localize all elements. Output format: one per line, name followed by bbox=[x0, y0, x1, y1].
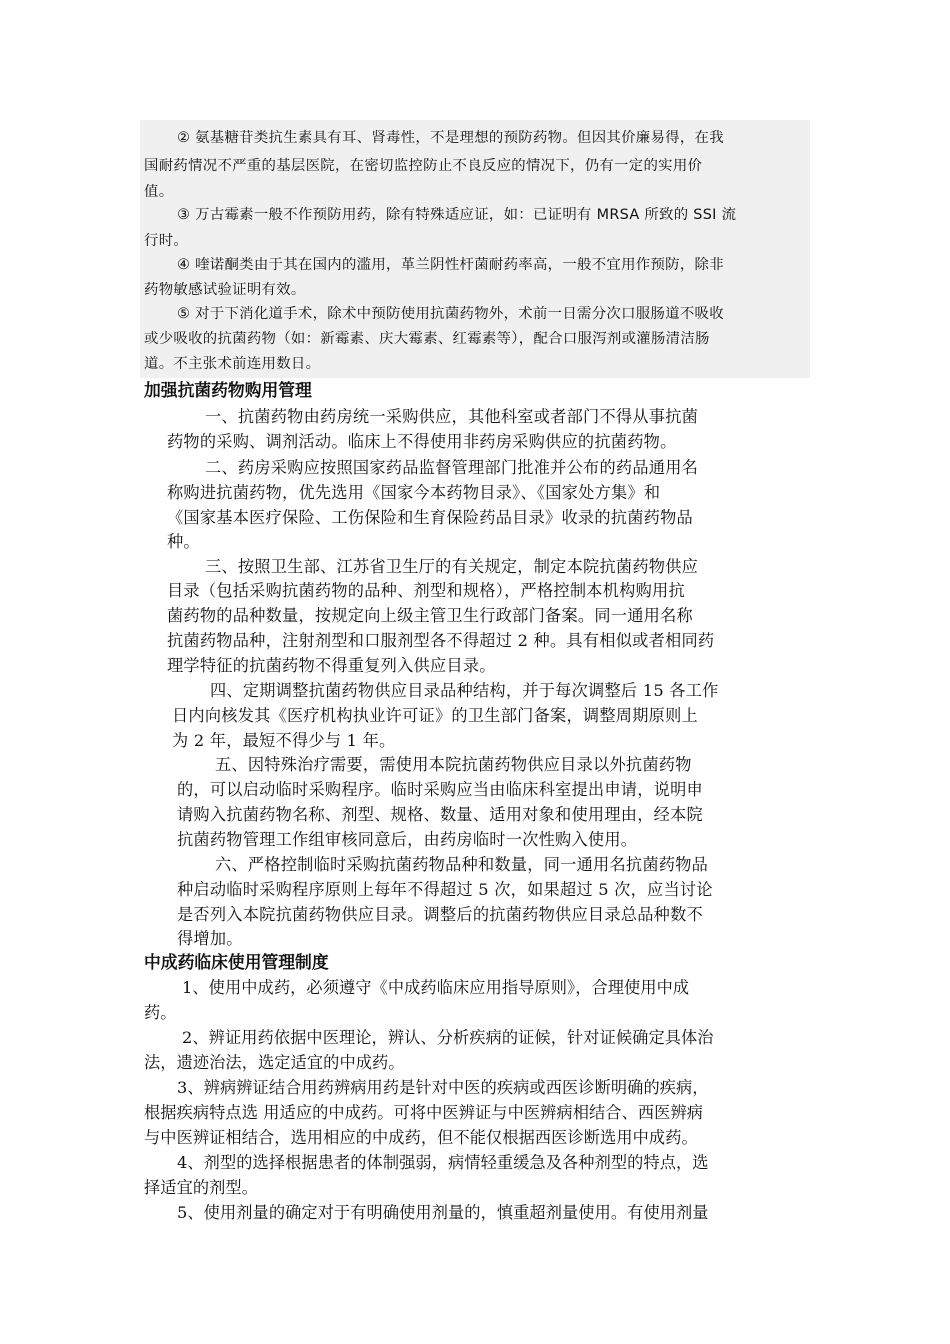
text-line: 的，可以启动临时采购程序。临时采购应当由临床科室提出申请，说明申 bbox=[177, 780, 703, 799]
text-line: 值。 bbox=[144, 184, 174, 200]
text-line: 日内向核发其《医疗机构执业许可证》的卫生部门备案，调整周期原则上 bbox=[172, 706, 698, 725]
text-line: 法，遗迹治法，选定适宜的中成药。 bbox=[144, 1053, 405, 1072]
text-line: 目录（包括采购抗菌药物的品种、剂型和规格），严格控制本机构购用抗 bbox=[167, 581, 685, 600]
text-line: 得增加。 bbox=[177, 929, 243, 948]
text-line: 2、辨证用药依据中医理论，辨认、分析疾病的证候，针对证候确定具体治 bbox=[182, 1028, 714, 1047]
text-line: 3、辨病辨证结合用药辨病用药是针对中医的疾病或西医诊断明确的疾病， bbox=[177, 1078, 709, 1097]
text-line: 药物敏感试验证明有效。 bbox=[144, 282, 306, 298]
text-line: 抗菌药物管理工作组审核同意后，由药房临时一次性购入使用。 bbox=[177, 830, 638, 849]
text-line: 1、使用中成药，必须遵守《中成药临床应用指导原则》，合理使用中成 bbox=[182, 978, 690, 997]
text-line: ③ 万古霉素一般不作预防用药，除有特殊适应证，如：已证明有 MRSA 所致的 SSI 流 bbox=[177, 207, 737, 223]
text-line: 请购入抗菌药物名称、剂型、规格、数量、适用对象和使用理由，经本院 bbox=[177, 805, 703, 824]
text-line: 国耐药情况不严重的基层医院，在密切监控防止不良反应的情况下，仍有一定的实用价 bbox=[144, 158, 703, 174]
text-line: 与中医辨证相结合，选用相应的中成药，但不能仅根据西医诊断选用中成药。 bbox=[144, 1128, 698, 1147]
text-line: ⑤ 对于下消化道手术，除术中预防使用抗菌药物外，术前一日需分次口服肠道不吸收 bbox=[177, 306, 724, 322]
text-line: 为 2 年，最短不得少与 1 年。 bbox=[172, 731, 396, 750]
text-line: 5、使用剂量的确定对于有明确使用剂量的，慎重超剂量使用。有使用剂量 bbox=[177, 1203, 709, 1222]
text-line: 或少吸收的抗菌药物（如：新霉素、庆大霉素、红霉素等），配合口服泻剂或灌肠清洁肠 bbox=[144, 331, 710, 347]
text-line: 种启动临时采购程序原则上每年不得超过 5 次，如果超过 5 次，应当讨论 bbox=[177, 880, 713, 899]
text-line: 菌药物的品种数量，按规定向上级主管卫生行政部门备案。同一通用名称 bbox=[167, 606, 693, 625]
text-line: 道。不主张术前连用数日。 bbox=[144, 356, 321, 372]
text-line: 五、因特殊治疗需要，需使用本院抗菌药物供应目录以外抗菌药物 bbox=[215, 755, 692, 774]
text-line: 药。 bbox=[144, 1003, 177, 1022]
text-line: 《国家基本医疗保险、工伤保险和生育保险药品目录》收录的抗菌药物品 bbox=[167, 508, 693, 527]
section-heading: 加强抗菌药物购用管理 bbox=[144, 380, 312, 400]
text-line: 六、严格控制临时采购抗菌药物品种和数量，同一通用名抗菌药物品 bbox=[215, 855, 709, 874]
text-line: 行时。 bbox=[144, 233, 189, 249]
text-line: 三、按照卫生部、江苏省卫生厅的有关规定，制定本院抗菌药物供应 bbox=[205, 557, 699, 576]
text-line: 根据疾病特点选 用适应的中成药。可将中医辨证与中医辨病相结合、西医辨病 bbox=[144, 1103, 704, 1122]
text-line: 理学特征的抗菌药物不得重复列入供应目录。 bbox=[167, 656, 496, 675]
section-heading: 中成药临床使用管理制度 bbox=[144, 952, 329, 972]
text-line: 种。 bbox=[167, 532, 200, 551]
text-line: 四、定期调整抗菌药物供应目录品种结构，并于每次调整后 15 各工作 bbox=[210, 681, 719, 700]
text-line: 是否列入本院抗菌药物供应目录。调整后的抗菌药物供应目录总品种数不 bbox=[177, 905, 703, 924]
text-line: 药物的采购、调剂活动。临床上不得使用非药房采购供应的抗菌药物。 bbox=[167, 432, 677, 451]
text-line: 4、剂型的选择根据患者的体制强弱，病情轻重缓急及各种剂型的特点，选 bbox=[177, 1153, 709, 1172]
text-line: 称购进抗菌药物，优先选用《国家今本药物目录》、《国家处方集》和 bbox=[167, 483, 661, 502]
text-line: ② 氨基糖苷类抗生素具有耳、肾毒性，不是理想的预防药物。但因其价廉易得，在我 bbox=[177, 130, 724, 146]
text-line: 二、药房采购应按照国家药品监督管理部门批准并公布的药品通用名 bbox=[205, 458, 699, 477]
text-line: 择适宜的剂型。 bbox=[144, 1178, 259, 1197]
text-line: 一、抗菌药物由药房统一采购供应，其他科室或者部门不得从事抗菌 bbox=[205, 407, 699, 426]
text-line: 抗菌药物品种，注射剂型和口服剂型各不得超过 2 种。具有相似或者相同药 bbox=[167, 631, 715, 650]
text-line: ④ 喹诺酮类由于其在国内的滥用，革兰阴性杆菌耐药率高，一般不宜用作预防，除非 bbox=[177, 257, 724, 273]
